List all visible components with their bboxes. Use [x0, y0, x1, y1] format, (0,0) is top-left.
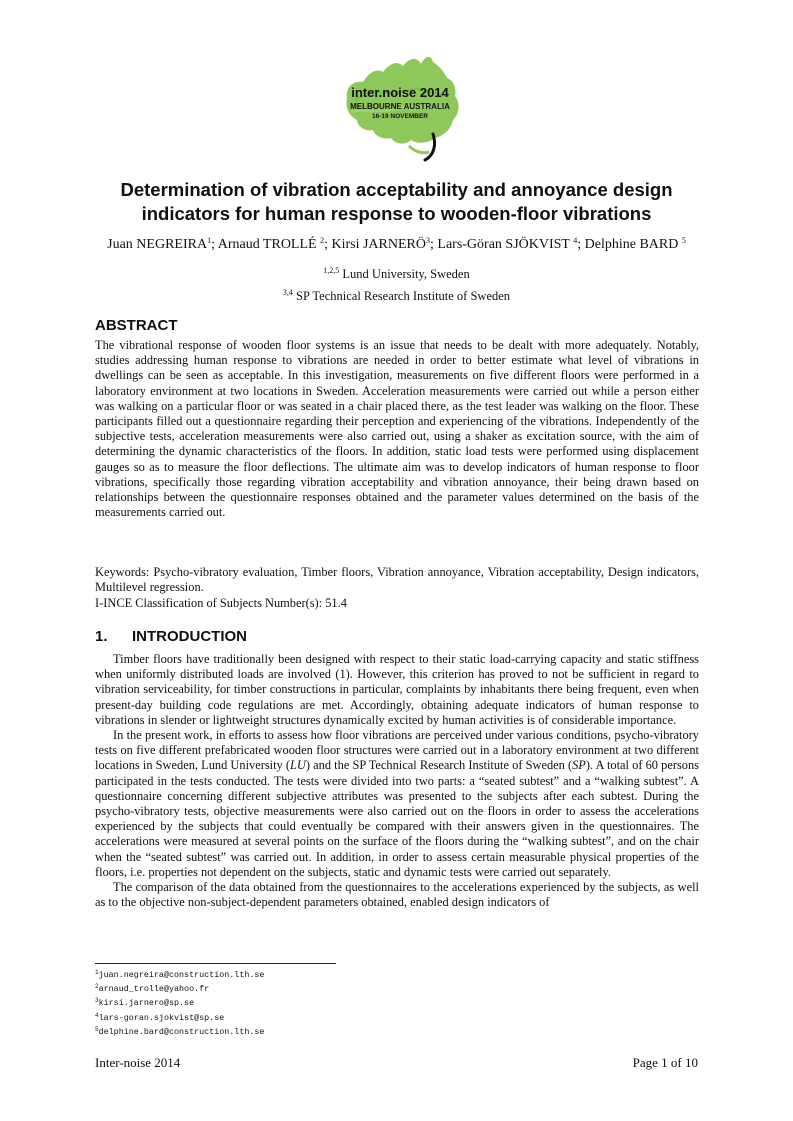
- footnote: [95, 995, 264, 1009]
- australia-map-icon: [325, 50, 475, 165]
- author-separator: ;: [577, 237, 585, 252]
- author-sup: 1: [207, 236, 212, 245]
- footnote-sup: 5: [95, 1025, 99, 1033]
- author-separator: ;: [324, 237, 332, 252]
- logo-line1: inter.noise 2014: [351, 85, 449, 100]
- title-line-1: Determination of vibration acceptability and annoyance design: [120, 179, 673, 200]
- footnote-email: lars-goran.sjokvist@sp.se: [98, 1012, 225, 1023]
- affiliation-sup: 1,2,5: [323, 266, 340, 275]
- footnote-email: delphine.bard@construction.lth.se: [98, 1026, 265, 1037]
- affiliation-text: SP Technical Research Institute of Sweden: [292, 289, 511, 303]
- footnote: [95, 967, 264, 981]
- author-list: [40, 236, 753, 253]
- abstract-text: The vibrational response of wooden floor systems is an issue that needs to be dealt with more adequately. Notably, studies addressing human response to vibrations are needed in order to better estimate what level of vibrations in dwellings can be seen as acceptable. In this investigation, measurements on five different floors were performed in a laboratory environment at two locations in Sweden. Acceleration measurements were carried out while a person either was walking on a particular floor or was seated in a chair placed there, as the test leader was walking on the floor. These participants filled out a questionnaire regarding their perception and experiencing of the vibrations. Independently of the subjective tests, acceleration measurements were also carried out, using a shaker as excitation source, with the aim of determining the dynamic characteristics of the floors. In addition, static load tests were performed using displacement gauges so as to measure the floor deflections. The ultimate aim was to develop indicators of human response to floor vibrations, specifically those regarding vibration acceptability and vibration annoyance, their being drawn based on relationships between the questionnaire responses obtained and the parameter values determined on the basis of the measurements carried out.: [95, 338, 699, 520]
- author-sup: 3: [426, 236, 430, 245]
- author-name: Arnaud TROLLÉ: [217, 237, 321, 252]
- section-heading: [95, 628, 247, 645]
- footnote: [95, 981, 264, 995]
- footnote-sup: 3: [95, 997, 99, 1005]
- title-line-2: indicators for human response to wooden-floor vibrations: [141, 203, 652, 224]
- introduction-body: [95, 652, 699, 910]
- author-name: Juan NEGREIRA: [107, 237, 208, 252]
- footnotes: [95, 967, 264, 1038]
- affiliation: [0, 288, 793, 304]
- footnote-sup: 2: [95, 983, 99, 991]
- section-title: INTRODUCTION: [132, 628, 247, 645]
- author-sup: 4: [573, 236, 578, 245]
- section-number: 1.: [95, 628, 108, 645]
- intro-p2-part: ). A total of 60 persons participated in the tests conducted. The tests were divided into two parts: a “seated subtest” and a “walking subtest”. A questionnaire concerning different subjective attributes was presented to the subjects after each subtest. During the psycho-vibratory tests, objective measurements were also carried out on the floors in order to assess the accelerations experienced by the subjects that could eventually be compared with their answers given in the questionnaires. The accelerations were measured at several points on the surface of the floors during the “walking subtest”, and on the chair when the “seated subtest” was carried out. In addition, in order to assess certain measurable physical properties of the floors, i.e. properties not dependent on the subjects, static and dynamic tests were carried out separately.: [95, 758, 699, 879]
- affiliation: [0, 266, 793, 282]
- author-name: Lars-Göran SJÖKVIST: [437, 237, 574, 252]
- footnote-email: arnaud_trolle@yahoo.fr: [98, 984, 210, 995]
- keywords: Keywords: Psycho-vibratory evaluation, Timber floors, Vibration annoyance, Vibration acceptability, Design indicators, Multilevel regression.: [95, 565, 699, 595]
- footnote-sup: 1: [95, 969, 99, 976]
- affiliation-sup: 3,4: [282, 288, 293, 297]
- footnote: [95, 1024, 264, 1038]
- footnote-email: juan.negreira@construction.lth.se: [98, 970, 265, 980]
- footer-page-number: Page 1 of 10: [632, 1055, 698, 1070]
- conference-logo: [325, 50, 475, 165]
- footnote-email: kirsi.jarnero@sp.se: [98, 998, 195, 1009]
- intro-p2-part: In the present work, in efforts to assess how floor vibrations are perceived under various conditions, psycho-vibratory tests on five different prefabricated wooden floor structures were carried out in a laboratory environment at two different locations in Sweden, Lund University (: [95, 728, 699, 773]
- logo-line2: MELBOURNE AUSTRALIA: [350, 102, 450, 111]
- paper-title: [60, 178, 733, 226]
- footnote-sup: 4: [95, 1011, 99, 1019]
- author-sup: 2: [320, 236, 325, 245]
- abstract-heading: ABSTRACT: [95, 317, 178, 334]
- author-sup: 5: [681, 236, 686, 245]
- footnote: [95, 1010, 264, 1024]
- intro-p2-part: ) and the SP Technical Research Institute of Sweden (: [305, 758, 573, 773]
- lu-abbrev: LU: [290, 758, 306, 773]
- author-name: Delphine BARD: [584, 237, 682, 252]
- classification: I-INCE Classification of Subjects Number(s): 51.4: [95, 596, 347, 610]
- affiliation-text: Lund University, Sweden: [339, 267, 470, 281]
- author-separator: ;: [211, 237, 218, 252]
- footer-conference: Inter-noise 2014: [95, 1055, 181, 1070]
- author-name: Kirsi JARNERÖ: [331, 237, 426, 252]
- intro-paragraph-1: Timber floors have traditionally been designed with respect to their static load-carrying capacity and static stiffness when uniformly distributed loads are involved (1). However, this criterion has proved to not be sufficient in regard to vibration serviceability, for timber constructions in particular, complaints by inhabitants there being frequent, even when present-day building code regulations are met. Accordingly, obtaining adequate indicators of human response to vibrations in slender or lightweight structures dynamically excited by human activities is of considerable importance.: [95, 652, 699, 727]
- sp-abbrev: SP: [572, 758, 586, 773]
- logo-line3: 16-19 NOVEMBER: [372, 113, 428, 120]
- footnote-rule: [95, 963, 336, 964]
- intro-paragraph-3: The comparison of the data obtained from the questionnaires to the accelerations experienced by the subjects, as well as to the objective non-subject-dependent parameters obtained, enabled design indicators of: [95, 880, 699, 910]
- intro-paragraph-2: [95, 728, 699, 880]
- author-separator: ;: [430, 237, 438, 252]
